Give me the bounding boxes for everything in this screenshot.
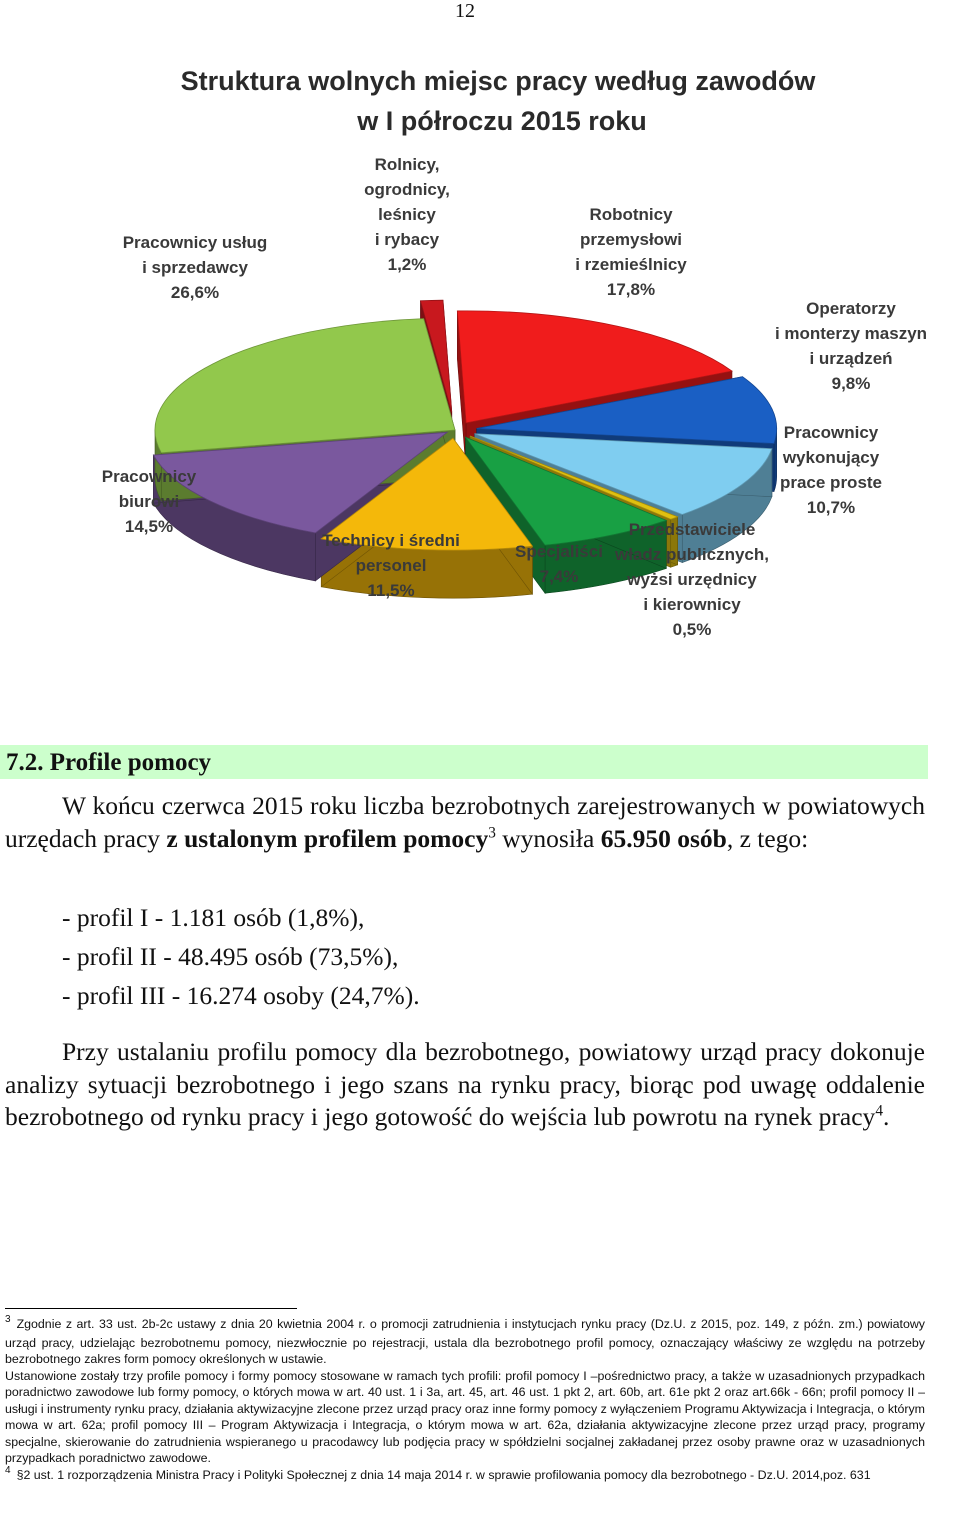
list-item-profile-1: - profil I - 1.181 osób (1,8%), bbox=[62, 903, 365, 932]
para1-bold-total: 65.950 osób bbox=[600, 823, 727, 853]
slice-label-line-4-3: i kierownicy bbox=[643, 595, 741, 614]
slice-label-3 bbox=[780, 423, 882, 517]
para1-text-end: , z tego: bbox=[726, 823, 809, 853]
footnote-3-continued: Ustanowione zostały trzy profile pomocy i formy pomocy stosowane w ramach tych profili: profil pomocy I –pośrednictwo pracy, a także w uzasadnionych przypadkach poradnictwo zawodowe lub formy pomocy, o których mowa w art. 40 ust. 1 i 3a, art. 45, art. 46 ust. 1 pkt 2, art. 60b, art. 61e pkt 2 oraz art.66k - 66n; profil pomocy II – usługi i instrumenty rynku pracy, działania aktywizacyjne zlecone przez urząd pracy oraz inne formy pomocy z wyłączeniem Programu Aktywizacja i Integracja, o którym mowa w art. 62a; profil pomocy III – Program Aktywizacja i Integracja, o którym mowa w art. 62a, działania aktywizacyjne zlecone przez urząd pracy, programy specjalne, skierowanie do zatrudnienia wspieranego u pracodawcy lub podjęcia pracy w spółdzielni socjalnej zakładanej przez osoby prawne oraz w uzasadnionych przypadkach poradnictwo zawodowe. bbox=[5, 1368, 925, 1465]
footnote-3 bbox=[5, 1316, 925, 1368]
slice-label-line-3-0: Pracownicy bbox=[783, 423, 879, 442]
footnote-divider bbox=[5, 1308, 297, 1309]
slice-value-2: 9,8% bbox=[831, 374, 871, 393]
slice-label-line-1-1: przemysłowi bbox=[579, 230, 683, 249]
slice-label-line-0-2: leśnicy bbox=[378, 205, 436, 224]
slice-label-line-2-2: i urządzeń bbox=[809, 349, 893, 368]
section-heading-bar bbox=[0, 745, 928, 779]
para2-text-end: . bbox=[882, 1102, 890, 1132]
slice-label-line-3-2: prace proste bbox=[779, 473, 883, 492]
list-item-profile-3: - profil III - 16.274 osoby (24,7%). bbox=[62, 981, 420, 1010]
slice-value-7: 14,5% bbox=[124, 517, 174, 536]
footnote-3-text: Zgodnie z art. 33 ust. 2b-2c ustawy z dnia 20 kwietnia 2004 r. o promocji zatrudnienia i instytucjach rynku pracy (Dz.U. z 2015, poz. 149, z późn. zm.) powiatowy urząd pracy, udzielając bezrobotnemu pomocy, niezwłocznie po rejestracji, ustala dla bezrobotnego profil pomocy, oznaczający właściwy ze względu na potrzeby bezrobotnego zakres form pomocy określonych w ustawie. bbox=[5, 1317, 925, 1366]
pie-slice-8 bbox=[155, 319, 455, 453]
footnote-ref-4[interactable]: 4 bbox=[875, 1102, 883, 1120]
list-item-profile-2: - profil II - 48.495 osób (73,5%), bbox=[62, 942, 399, 971]
slice-label-line-0-1: ogrodnicy, bbox=[364, 180, 450, 199]
pie-chart-svg bbox=[0, 50, 960, 710]
footnote-ref-3[interactable]: 3 bbox=[488, 824, 496, 842]
slice-label-line-5-0: Specjaliści bbox=[515, 542, 603, 561]
slice-label-line-1-0: Robotnicy bbox=[589, 205, 673, 224]
slice-label-line-4-0: Przedstawiciele bbox=[628, 520, 756, 539]
slice-value-5: 7,4% bbox=[539, 567, 579, 586]
slice-label-line-1-2: i rzemieślnicy bbox=[575, 255, 687, 274]
slice-label-4 bbox=[614, 520, 769, 639]
slice-value-0: 1,2% bbox=[387, 255, 427, 274]
footnote-3-number: 3 bbox=[5, 1314, 11, 1325]
slice-label-line-7-0: Pracownicy bbox=[101, 467, 197, 486]
occupation-pie-chart bbox=[0, 50, 960, 710]
slice-label-line-0-3: i rybacy bbox=[374, 230, 440, 249]
slice-label-line-4-1: władz publicznych, bbox=[615, 545, 769, 564]
para2-text: Przy ustalaniu profilu pomocy dla bezrobotnego, powiatowy urząd pracy dokonuje analizy sytuacji bezrobotnego i jego szans na rynku pracy, biorąc pod uwagę oddalenie bezrobotnego od rynku pracy i jego gotowość do wejścia lub powrotu na rynek pracy bbox=[5, 1037, 925, 1132]
page-number: 12 bbox=[455, 0, 475, 22]
footnote-4-number: 4 bbox=[5, 1464, 11, 1476]
section-title: 7.2. Profile pomocy bbox=[6, 749, 212, 776]
slice-label-line-0-0: Rolnicy, bbox=[374, 155, 440, 174]
chart-title-line-2: w I półroczu 2015 roku bbox=[357, 106, 647, 136]
slice-label-8 bbox=[123, 233, 268, 302]
slice-label-line-6-0: Technicy i średni bbox=[322, 531, 460, 550]
slice-label-0 bbox=[364, 155, 450, 274]
slice-label-line-2-0: Operatorzy bbox=[806, 299, 896, 318]
slice-label-line-8-1: i sprzedawcy bbox=[142, 258, 248, 277]
slice-label-1 bbox=[575, 205, 687, 299]
footnote-4-text: §2 ust. 1 rozporządzenia Ministra Pracy i Polityki Społecznej z dnia 14 maja 2014 r. w sprawie profilowania pomocy dla bezrobotnego - Dz.U. 2014,poz. 631 bbox=[16, 1467, 871, 1482]
footnote-4 bbox=[5, 1464, 925, 1486]
slice-label-line-3-1: wykonujący bbox=[782, 448, 880, 467]
chart-title-line-1: Struktura wolnych miejsc pracy według zawodów bbox=[180, 66, 816, 96]
slice-value-3: 10,7% bbox=[806, 498, 856, 517]
paragraph-profile-summary bbox=[5, 790, 925, 855]
paragraph-profile-method bbox=[5, 1036, 925, 1134]
slice-label-line-2-1: i monterzy maszyn bbox=[774, 324, 928, 343]
slice-value-6: 11,5% bbox=[367, 581, 415, 600]
para1-text-mid: wynosiła bbox=[495, 823, 601, 853]
slice-value-8: 26,6% bbox=[170, 283, 220, 302]
slice-label-line-4-2: wyżsi urzędnicy bbox=[627, 570, 757, 589]
slice-value-4: 0,5% bbox=[672, 620, 712, 639]
slice-label-line-6-1: personel bbox=[355, 556, 427, 575]
slice-label-2 bbox=[775, 299, 927, 393]
profile-list bbox=[62, 898, 420, 1015]
slice-label-line-7-1: biurowi bbox=[118, 492, 180, 511]
slice-value-1: 17,8% bbox=[606, 280, 656, 299]
para1-text-start: W końcu czerwca 2015 roku liczba bezrobotnych zarejestrowanych w powiatowych urzędach pracy bbox=[5, 791, 925, 853]
para1-bold-profile: z ustalonym profilem pomocy bbox=[166, 823, 489, 853]
slice-label-line-8-0: Pracownicy usług bbox=[122, 233, 268, 252]
footnotes bbox=[5, 1316, 925, 1485]
